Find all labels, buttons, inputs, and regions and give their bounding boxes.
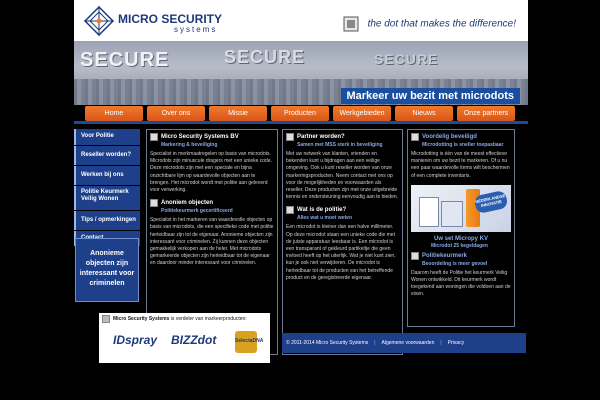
box-title[interactable]: Voordelig beveiligd bbox=[422, 134, 477, 140]
site-header bbox=[74, 0, 528, 41]
sidebar-item-politie[interactable]: Voor Politie bbox=[74, 129, 140, 145]
partners-text: is verdeler van markeerproducten: bbox=[170, 316, 247, 322]
box-text: Met uw netwerk van klanten, vrienden en bekenden kunt u bijdragen aan een veilige omgeving. Ook u kunt reseller worden van onze markeringsproducten. Neem contact met ons op voor de mogelijkheden en voorwaarden als reseller. Deze producten zijn met onze uitgebreide kennis en ondersteuning eenvoudig aan te bieden. bbox=[286, 151, 399, 201]
box-subtitle: Beoordeling is meer gevoel bbox=[422, 260, 488, 267]
microdot-bullet-icon bbox=[102, 315, 110, 323]
box-text: Daarom heeft de Politie het keurmerk Veilig Wonen ontwikkeld. Dit keurmerk wordt toegekend aan woningen die voldoen aan de eisen. bbox=[411, 269, 511, 298]
brand-subtitle: systems bbox=[174, 25, 218, 34]
nav-tab-over-ons[interactable]: Over ons bbox=[147, 106, 205, 121]
box-title[interactable]: Wat is de politie? bbox=[297, 207, 347, 214]
box-title[interactable]: Micro Security Systems BV bbox=[161, 134, 239, 140]
box-subtitle: Samen met MSS sterk in beveiliging bbox=[297, 142, 383, 148]
banner-word: SECURE bbox=[80, 49, 170, 71]
partner-brands-box bbox=[99, 313, 270, 363]
promo-box[interactable]: Anonieme objecten zijn interessant voor criminelen bbox=[75, 238, 139, 302]
footer-separator: | bbox=[440, 340, 442, 346]
innovation-badge: NEDERLANDSE INNOVATIE bbox=[473, 190, 508, 214]
content-column-products bbox=[407, 129, 515, 327]
microdot-bullet-icon bbox=[286, 206, 294, 214]
box-subtitle: Markering & beveiliging bbox=[161, 142, 218, 148]
nav-tab-missie[interactable]: Missie bbox=[209, 106, 267, 121]
brand-name: MICRO SECURITY bbox=[118, 12, 223, 26]
microdot-icon bbox=[343, 16, 359, 32]
footer-link-privacy[interactable]: Privacy bbox=[447, 340, 465, 346]
sidebar-item-reseller[interactable]: Reseller worden? bbox=[74, 146, 140, 165]
box-title[interactable]: Anoniem objecten bbox=[161, 200, 214, 207]
hero-banner bbox=[74, 41, 528, 105]
nav-underline bbox=[74, 121, 528, 124]
microdot-bullet-icon bbox=[411, 252, 419, 260]
nav-tab-werkgebieden[interactable]: Werkgebieden bbox=[333, 106, 391, 121]
box-subtitle: Microdotting is sneller toepasbaar bbox=[422, 142, 504, 148]
footer-separator: | bbox=[374, 340, 376, 346]
sidebar-item-tips[interactable]: Tips / opmerkingen bbox=[74, 211, 140, 230]
microdot-bullet-icon bbox=[150, 199, 158, 207]
sidebar-navigation bbox=[74, 129, 140, 247]
box-header bbox=[411, 133, 511, 141]
site-footer bbox=[282, 333, 526, 353]
partners-heading bbox=[102, 315, 267, 323]
box-text: Microdotting is één van de meest effectieve manieren om uw bezit te markeren. Of u nu een paar waardevolle items wilt beschermen of een complete inventaris. bbox=[411, 151, 510, 179]
crosshair-logo-icon bbox=[84, 6, 114, 36]
site-logo[interactable] bbox=[84, 6, 234, 38]
partners-brand-label: Micro Security Systems bbox=[113, 316, 170, 322]
microdot-bullet-icon bbox=[411, 133, 419, 141]
box-header bbox=[286, 206, 399, 214]
footer-link-voorwaarden[interactable]: Algemene voorwaarden bbox=[381, 340, 435, 346]
brand-logo-idspray[interactable]: IDspray bbox=[113, 333, 158, 347]
nav-tab-nieuws[interactable]: Nieuws bbox=[395, 106, 453, 121]
product-box-icon bbox=[419, 197, 439, 227]
box-subtitle: Politiekeurmerk gecertificeerd bbox=[161, 208, 233, 215]
box-header bbox=[286, 133, 399, 141]
box-header bbox=[150, 133, 274, 141]
nav-tab-home[interactable]: Home bbox=[85, 106, 143, 121]
product-image[interactable] bbox=[411, 185, 511, 232]
banner-headline: Markeer uw bezit met microdots bbox=[341, 88, 521, 104]
content-column-partner bbox=[282, 129, 403, 355]
brand-logo-selectadna[interactable]: SelectaDNA bbox=[235, 331, 257, 353]
box-header bbox=[150, 199, 274, 207]
box-subtitle: Alles wat u moet weten bbox=[297, 215, 353, 222]
banner-word: SECURE bbox=[374, 51, 439, 67]
box-title[interactable]: Partner worden? bbox=[297, 134, 345, 140]
footer-copyright: © 2011-2014 Micro Security Systems bbox=[286, 340, 369, 346]
tagline: the dot that makes the difference! bbox=[367, 18, 516, 30]
main-navigation bbox=[85, 106, 515, 121]
tagline-block bbox=[343, 15, 516, 31]
box-text: Specialist in merkmaatregelen op basis van microdots. Microdots zijn minuscule dragers met een unieke code. Deze microdots zijn met een speciale en bijna onzichtbare lijm op waardevolle objecten aan te brengen. Het microdot wordt met politie aan geleverd voor verwerking. bbox=[150, 151, 273, 194]
product-box-icon bbox=[441, 201, 463, 227]
microdot-bullet-icon bbox=[286, 133, 294, 141]
nav-tab-producten[interactable]: Producten bbox=[271, 106, 329, 121]
sidebar-item-keurmerk[interactable]: Politie Keurmerk Veilig Wonen bbox=[74, 186, 140, 210]
box-text: Specialist in het markeren van waardevolle objecten op basis van microdots, die een specifieke code met politie herleidbaar zijn tot de eigenaar. Anonieme objecten zijn interessant voor criminelen. Zij kunnen deze objecten gemakkelijk verkopen aan de heler. Met microdots gemarkeerde objecten zijn herleidbaar tot de eigenaar en daardoor minder interessant voor criminelen. bbox=[150, 217, 274, 267]
sidebar-item-werken[interactable]: Werken bij ons bbox=[74, 166, 140, 185]
box-title[interactable]: Uw set Micropy KV bbox=[433, 235, 488, 242]
box-header bbox=[411, 252, 511, 260]
microdot-bullet-icon bbox=[150, 133, 158, 141]
nav-tab-partners[interactable]: Onze partners bbox=[457, 106, 515, 121]
brand-logo-bizzdot[interactable]: BIZZdot bbox=[171, 333, 217, 347]
box-text: Een microdot is kleiner dan een halve millimeter. Op deze microdot staan een unieke code die met de juiste apparatuur leesbaar is. Een microdot is een transparant of gekleurd partikeltje die geen invloed heeft op het uiterlijk. Wat je niet kunt zien, kun je ook niet verwijderen. De microdot is herleidbaar tot de producten van het betreffende product en de geregistreerde eigenaar. bbox=[286, 224, 396, 281]
box-subtitle: Microdot 25 kegeldagen bbox=[431, 242, 488, 249]
banner-word: SECURE bbox=[224, 47, 306, 67]
box-title[interactable]: Politiekeurmerk bbox=[422, 252, 468, 259]
